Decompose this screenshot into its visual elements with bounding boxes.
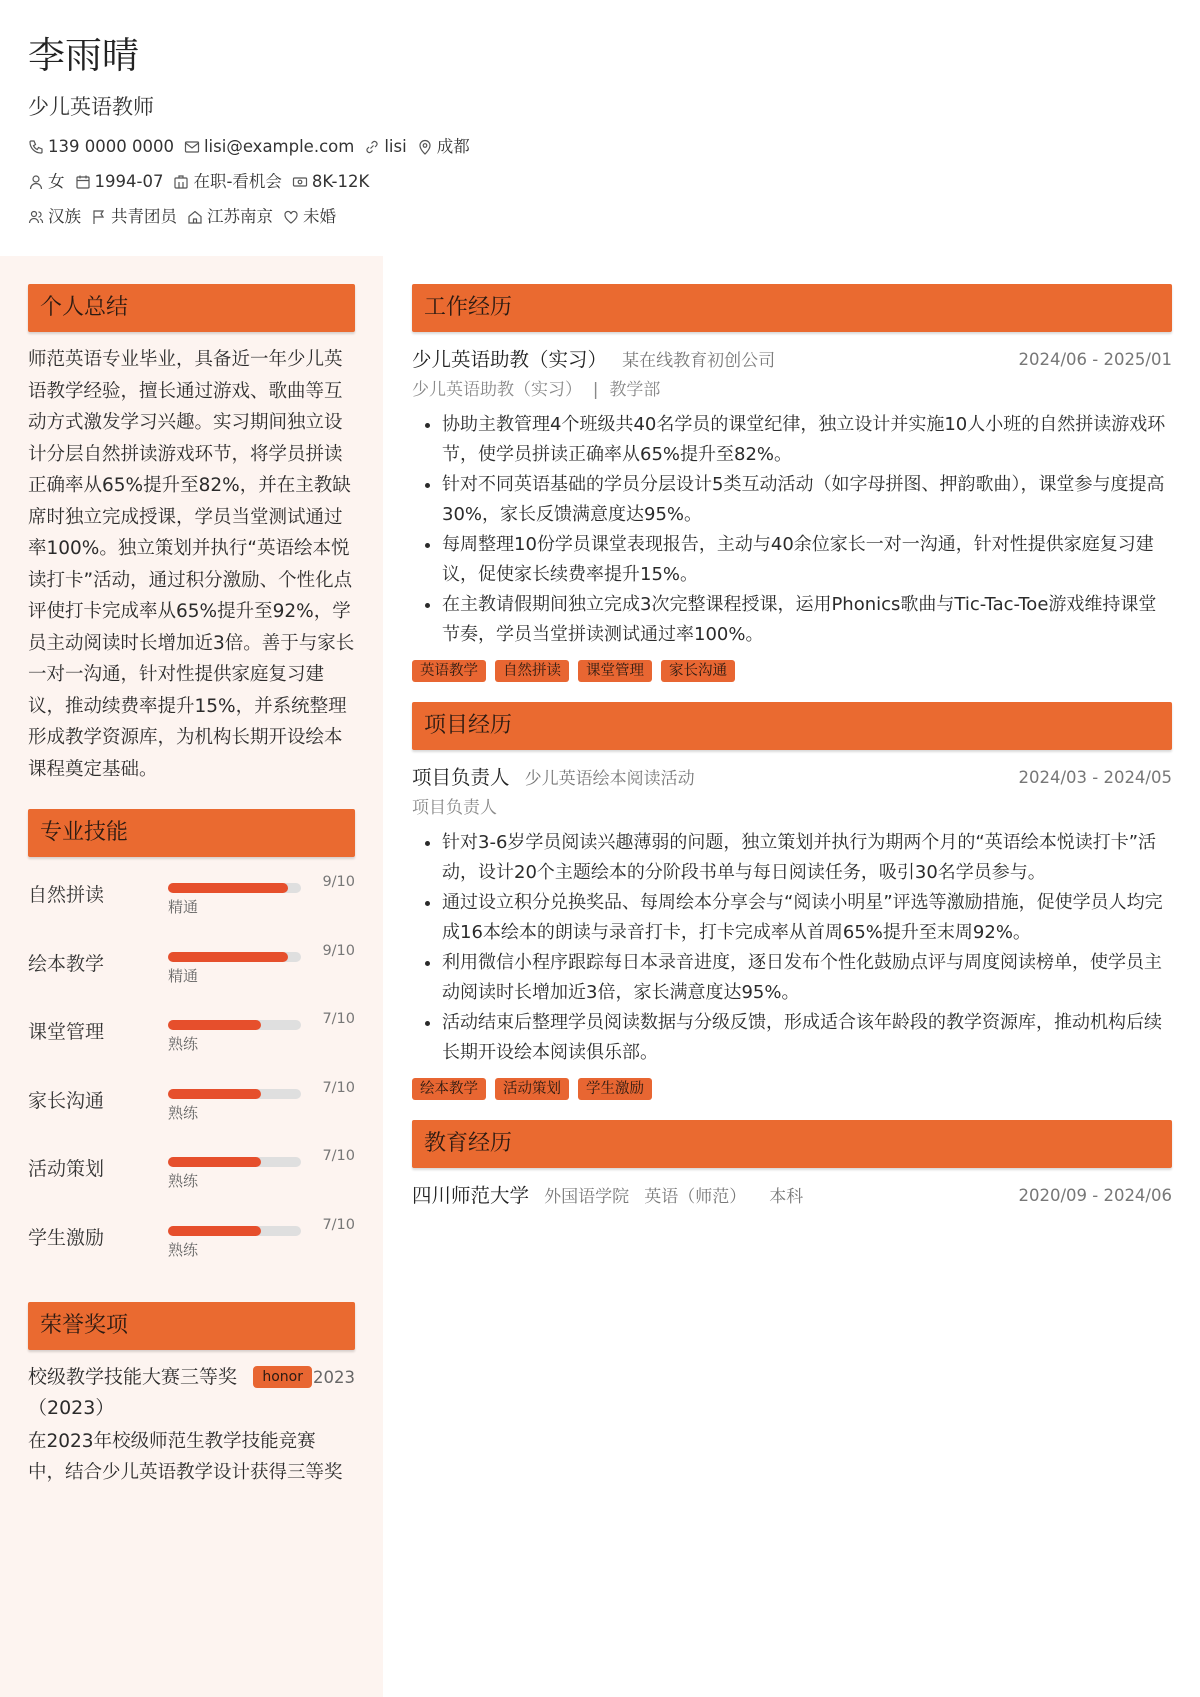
skill-bar-track xyxy=(168,1089,301,1099)
project-heading: 项目经历 xyxy=(412,702,1172,750)
skill-row xyxy=(28,1010,355,1079)
project-bullet: • 活动结束后整理学员阅读数据与分级反馈，形成适合该年龄段的教学资源库，推动机构后续长期开设绘本阅读俱乐部。 xyxy=(442,1008,1172,1068)
candidate-name: 李雨晴 xyxy=(28,34,139,77)
ethnicity-text: 汉族 xyxy=(48,207,81,226)
major-name: 英语（师范） xyxy=(644,1187,747,1207)
skill-bar-track xyxy=(168,1226,301,1236)
honor-badge: honor xyxy=(253,1366,312,1388)
skill-score: 7/10 xyxy=(322,1216,355,1233)
school-name: 四川师范大学 xyxy=(412,1184,530,1207)
work-title: 少儿英语助教（实习） xyxy=(412,348,608,371)
skill-bar-fill xyxy=(168,952,288,962)
skill-score: 9/10 xyxy=(322,942,355,959)
skill-bar-track xyxy=(168,883,301,893)
political-text: 共青团员 xyxy=(111,207,177,226)
extra-line xyxy=(28,206,1172,228)
work-tags xyxy=(412,660,1172,682)
project-bullet: • 利用微信小程序跟踪每日本录音进度，逐日发布个性化鼓励点评与周度阅读榜单，使学员主动阅读时长增加近3倍，家长满意度达95%。 xyxy=(442,948,1172,1008)
skill-level: 精通 xyxy=(168,966,199,985)
honor-item xyxy=(28,1362,355,1424)
skill-list xyxy=(28,873,355,1284)
birth-item xyxy=(75,171,164,193)
political-item xyxy=(91,206,177,228)
education-heading: 教育经历 xyxy=(412,1120,1172,1168)
work-bullets xyxy=(412,410,1172,650)
marital-item xyxy=(283,206,336,228)
person-icon xyxy=(28,174,44,190)
skill-bar-fill xyxy=(168,1157,261,1167)
skill-level: 熟练 xyxy=(168,1240,199,1259)
hometown-text: 江苏南京 xyxy=(207,207,273,226)
gender-text: 女 xyxy=(48,172,65,191)
ethnicity-item xyxy=(28,206,81,228)
gender-item xyxy=(28,171,65,193)
skill-bar-fill xyxy=(168,1089,261,1099)
flag-icon xyxy=(91,209,107,225)
email-text: lisi@example.com xyxy=(203,137,355,156)
link-text: lisi xyxy=(384,137,407,156)
tag: 英语教学 xyxy=(412,660,486,682)
mail-icon xyxy=(184,139,200,155)
skill-level: 熟练 xyxy=(168,1103,199,1122)
skill-name: 绘本教学 xyxy=(28,952,105,975)
skill-row xyxy=(28,1079,355,1148)
tag: 家长沟通 xyxy=(661,660,735,682)
home-icon xyxy=(187,209,203,225)
phone-icon xyxy=(28,139,44,155)
skill-score: 7/10 xyxy=(322,1079,355,1096)
summary-heading: 个人总结 xyxy=(28,284,355,332)
skill-bar-fill xyxy=(168,1226,261,1236)
heart-icon xyxy=(283,209,299,225)
skill-level: 熟练 xyxy=(168,1172,199,1190)
money-icon xyxy=(292,174,308,190)
tag: 学生激励 xyxy=(578,1078,652,1100)
work-date: 2024/06 - 2025/01 xyxy=(1018,350,1172,369)
status-text: 在职-看机会 xyxy=(193,172,282,191)
skill-bar-fill xyxy=(168,1020,261,1030)
skills-heading: 专业技能 xyxy=(28,809,355,857)
honors-heading: 荣誉奖项 xyxy=(28,1302,355,1350)
location-item xyxy=(417,136,470,158)
project-name: 少儿英语绘本阅读活动 xyxy=(524,769,695,789)
skill-score: 7/10 xyxy=(322,1148,355,1164)
marital-text: 未婚 xyxy=(303,207,336,226)
honors-section xyxy=(28,1302,355,1488)
link-item[interactable] xyxy=(364,136,406,158)
degree-name: 本科 xyxy=(769,1187,804,1207)
work-bullet: • 针对不同英语基础的学员分层设计5类互动活动（如字母拼图、押韵歌曲），课堂参与度提高30%，家长反馈满意度达95%。 xyxy=(442,470,1172,530)
project-role: 项目负责人 xyxy=(412,766,510,789)
personal-line xyxy=(28,171,1172,193)
location-icon xyxy=(417,139,433,155)
project-bullets xyxy=(412,828,1172,1068)
group-icon xyxy=(28,209,44,225)
email-item[interactable] xyxy=(184,136,354,158)
skill-name: 家长沟通 xyxy=(28,1089,105,1112)
honor-title: 校级教学技能大赛三等奖（2023） xyxy=(28,1366,238,1419)
skill-bar-fill xyxy=(168,883,288,893)
project-subtitle: 项目负责人 xyxy=(412,798,497,818)
phone-text: 139 0000 0000 xyxy=(48,137,174,156)
skill-level: 熟练 xyxy=(168,1035,199,1053)
tag: 自然拼读 xyxy=(495,660,569,682)
project-date: 2024/03 - 2024/05 xyxy=(1018,768,1172,787)
skill-score: 7/10 xyxy=(322,1011,355,1027)
project-bullet: • 通过设立积分兑换奖品、每周绘本分享会与“阅读小明星”评选等激励措施，促使学员人均完成16本绘本的朗读与录音打卡，打卡完成率从首周65%提升至末周92%。 xyxy=(442,888,1172,948)
skills-section xyxy=(28,809,355,1284)
education-date: 2020/09 - 2024/06 xyxy=(1018,1186,1172,1205)
skill-bar-track xyxy=(168,1157,301,1167)
work-org: 某在线教育初创公司 xyxy=(622,351,776,371)
phone-item xyxy=(28,136,174,158)
skill-score: 9/10 xyxy=(322,874,355,890)
skill-bar-track xyxy=(168,952,301,962)
project-entry-header xyxy=(412,764,1172,792)
job-title: 少儿英语教师 xyxy=(28,95,154,119)
salary-text: 8K-12K xyxy=(311,172,370,191)
left-column xyxy=(28,284,355,1488)
summary-text: 师范英语专业毕业，具备近一年少儿英语教学经验，擅长通过游戏、歌曲等互动方式激发学习兴趣。实习期间独立设计分层自然拼读游戏环节，将学员拼读正确率从65%提升至82%，并在主教缺席时独立完成授课，学员当堂测试通过率100%。独立策划并执行“英语绘本悦读打卡”活动，通过积分激励、个性化点评使打卡完成率从65%提升至92%，学员主动阅读时长增加近3倍。善于与家长一对一沟通，针对性提供家庭复习建议，推动续费率提升15%，并系统整理形成教学资源库，为机构长期开设绘本课程奠定基础。 xyxy=(28,349,355,780)
tag: 活动策划 xyxy=(495,1078,569,1100)
skill-name: 活动策划 xyxy=(28,1158,105,1180)
status-item xyxy=(173,171,281,193)
work-bullet: • 在主教请假期间独立完成3次完整课程授课，运用Phonics歌曲与Tic-Tac-Toe游戏维持课堂节奏，学员当堂拼读测试通过率100%。 xyxy=(442,590,1172,650)
birth-text: 1994-07 xyxy=(94,172,164,191)
skill-row xyxy=(28,873,355,942)
work-bullet: • 每周整理10份学员课堂表现报告，主动与40余位家长一对一沟通，针对性提供家庭复习建议，促使家长续费率提升15%。 xyxy=(442,530,1172,590)
honor-year: 2023 xyxy=(313,1367,355,1387)
work-entry-header xyxy=(412,346,1172,374)
skill-bar-track xyxy=(168,1020,301,1030)
skill-name: 自然拼读 xyxy=(28,884,105,906)
skill-name: 学生激励 xyxy=(28,1226,105,1249)
skill-row xyxy=(28,942,355,1011)
education-entry xyxy=(412,1182,1172,1210)
skill-row xyxy=(28,1216,355,1285)
calendar-icon xyxy=(75,174,91,190)
tag: 课堂管理 xyxy=(578,660,652,682)
work-bullet: • 协助主教管理4个班级共40名学员的课堂纪律，独立设计并实施10人小班的自然拼读游戏环节，使学员拼读正确率从65%提升至82%。 xyxy=(442,410,1172,470)
link-icon xyxy=(364,139,380,155)
honor-description: 在2023年校级师范生教学技能竞赛中，结合少儿英语教学设计获得三等奖 xyxy=(28,1431,343,1483)
salary-item xyxy=(292,171,369,193)
project-bullet: • 针对3-6岁学员阅读兴趣薄弱的问题，独立策划并执行为期两个月的“英语绘本悦读打卡”活动，设计20个主题绘本的分阶段书单与每日阅读任务，吸引30名学员参与。 xyxy=(442,828,1172,888)
work-subtitle: 少儿英语助教（实习） | 教学部 xyxy=(412,380,661,400)
right-column xyxy=(412,284,1172,1210)
contact-line xyxy=(28,136,1172,158)
college-name: 外国语学院 xyxy=(544,1187,630,1207)
building-icon xyxy=(173,174,189,190)
skill-level: 精通 xyxy=(168,898,199,916)
hometown-item xyxy=(187,206,273,228)
skill-name: 课堂管理 xyxy=(28,1021,105,1043)
work-heading: 工作经历 xyxy=(412,284,1172,332)
location-text: 成都 xyxy=(436,137,470,156)
resume-header xyxy=(28,28,1172,228)
tag: 绘本教学 xyxy=(412,1078,486,1100)
honor-meta xyxy=(253,1366,355,1388)
skill-row xyxy=(28,1147,355,1216)
project-tags xyxy=(412,1078,1172,1100)
